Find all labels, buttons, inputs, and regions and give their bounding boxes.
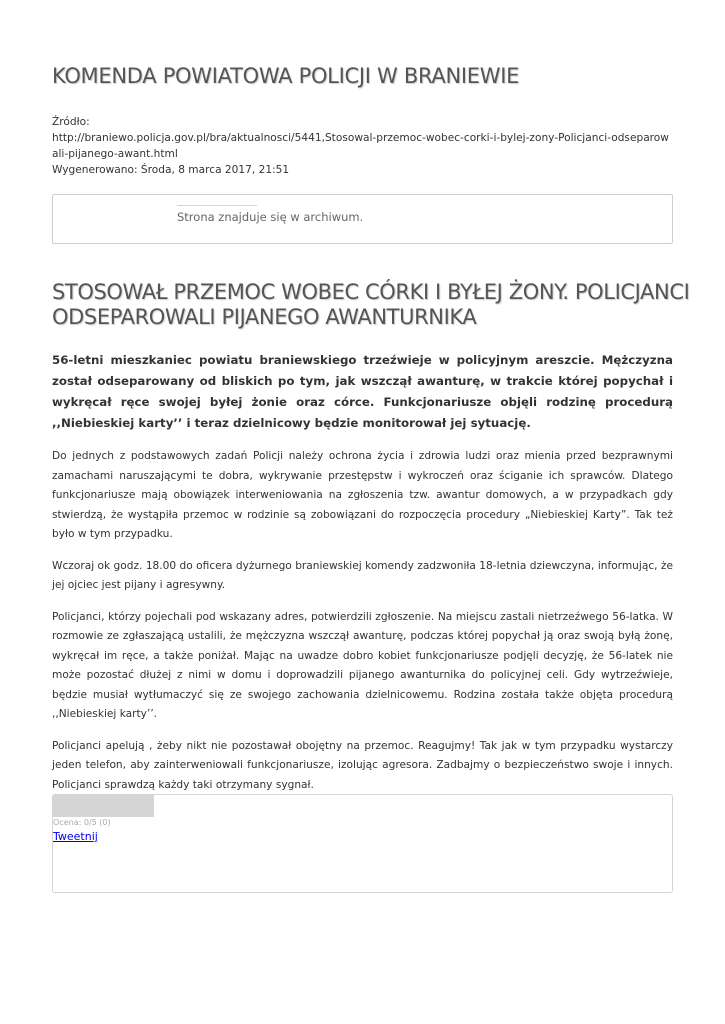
rating-text: Ocena: 0/5 (0) — [53, 818, 111, 827]
article-paragraph: Do jednych z podstawowych zadań Policji należy ochrona życia i zdrowia ludzi oraz mienia przed bezprawnymi zamachami naruszającymi te dobra, wykrywanie przestępstw i wykroczeń oraz ściganie ich sprawców. Dlatego funkcjonariusze mają obowiązek interweniowania na zgłoszenia tzw. awantur domowych, a w przypadkach gdy stwierdzą, że wystąpiła przemoc w rodzinie są zobowiązani do rozpoczęcia procedury „Niebieskiej Karty”. Tak też było w tym przypadku. — [52, 450, 673, 540]
source-label: Źródło: — [52, 116, 90, 128]
article-paragraph: Policjanci, którzy pojechali pod wskazany adres, potwierdzili zgłoszenie. Na miejscu zastali nietrzeźwego 56-latka. W rozmowie ze zgłaszającą ustalili, że mężczyzna wszczął awanturę, podczas której popychał ją oraz swoją byłą żonę, wykręcał im ręce, a także poniżał. Mając na uwadze dobro kobiet funkcjonariusze podjęli decyzję, że 56-latek nie może pozostać dłużej z nimi w domu i doprowadzili pijanego awanturnika do policyjnej celi. Gdy wytrzeźwieje, będzie musiał wytłumaczyć się ze swojego zachowania dzielnicowemu. Rodzina została także objęta procedurą ,,Niebieskiej karty’’. — [52, 610, 673, 720]
article-body — [52, 447, 673, 807]
site-title: KOMENDA POWIATOWA POLICJI W BRANIEWIE — [52, 64, 520, 88]
article-paragraph: Wczoraj ok godz. 18.00 do oficera dyżurnego braniewskiej komendy zadzwoniła 18-letnia dziewczyna, informując, że jej ojciec jest pijany i agresywny. — [52, 559, 673, 591]
article-paragraph: Policjanci apelują , żeby nikt nie pozostawał obojętny na przemoc. Reagujmy! Tak jak w tym przypadku wystarczy jeden telefon, aby zainterweniowali funkcjonariusze, izolując agresora. Zadbajmy o bezpieczeństwo swoje i innych. Policjanci sprawdzą każdy taki otrzymany sygnał. — [52, 739, 673, 791]
article-title: STOSOWAŁ PRZEMOC WOBEC CÓRKI I BYŁEJ ŻONY. POLICJANCI ODSEPAROWALI PIJANEGO AWANTURNIKA — [52, 280, 690, 329]
tweet-link[interactable]: Tweetnij — [53, 830, 98, 843]
source-url: http://braniewo.policja.gov.pl/bra/aktualnosci/5441,Stosowal-przemoc-wobec-corki-i-bylej-zony-Policjanci-odseparowali-pijanego-awant.html — [52, 132, 669, 160]
article-lead: 56-letni mieszkaniec powiatu braniewskiego trzeźwieje w policyjnym areszcie. Mężczyzna został odseparowany od bliskich po tym, jak wszczął awanturę, w trakcie której popychał i wykręcał ręce swojej byłej żonie oraz córce. Funkcjonariusze objęli rodzinę procedurą ,,Niebieskiej karty’’ i teraz dzielnicowy będzie monitorował jej sytuację. — [52, 353, 673, 430]
archive-divider — [177, 205, 257, 206]
generated-date: Wygenerowano: Środa, 8 marca 2017, 21:51 — [52, 164, 290, 176]
rating-box — [52, 794, 673, 893]
archive-notice-box — [52, 194, 673, 244]
archive-notice: Strona znajduje się w archiwum. — [177, 210, 364, 224]
rating-stars-bar[interactable] — [53, 795, 154, 817]
source-meta — [52, 114, 673, 178]
